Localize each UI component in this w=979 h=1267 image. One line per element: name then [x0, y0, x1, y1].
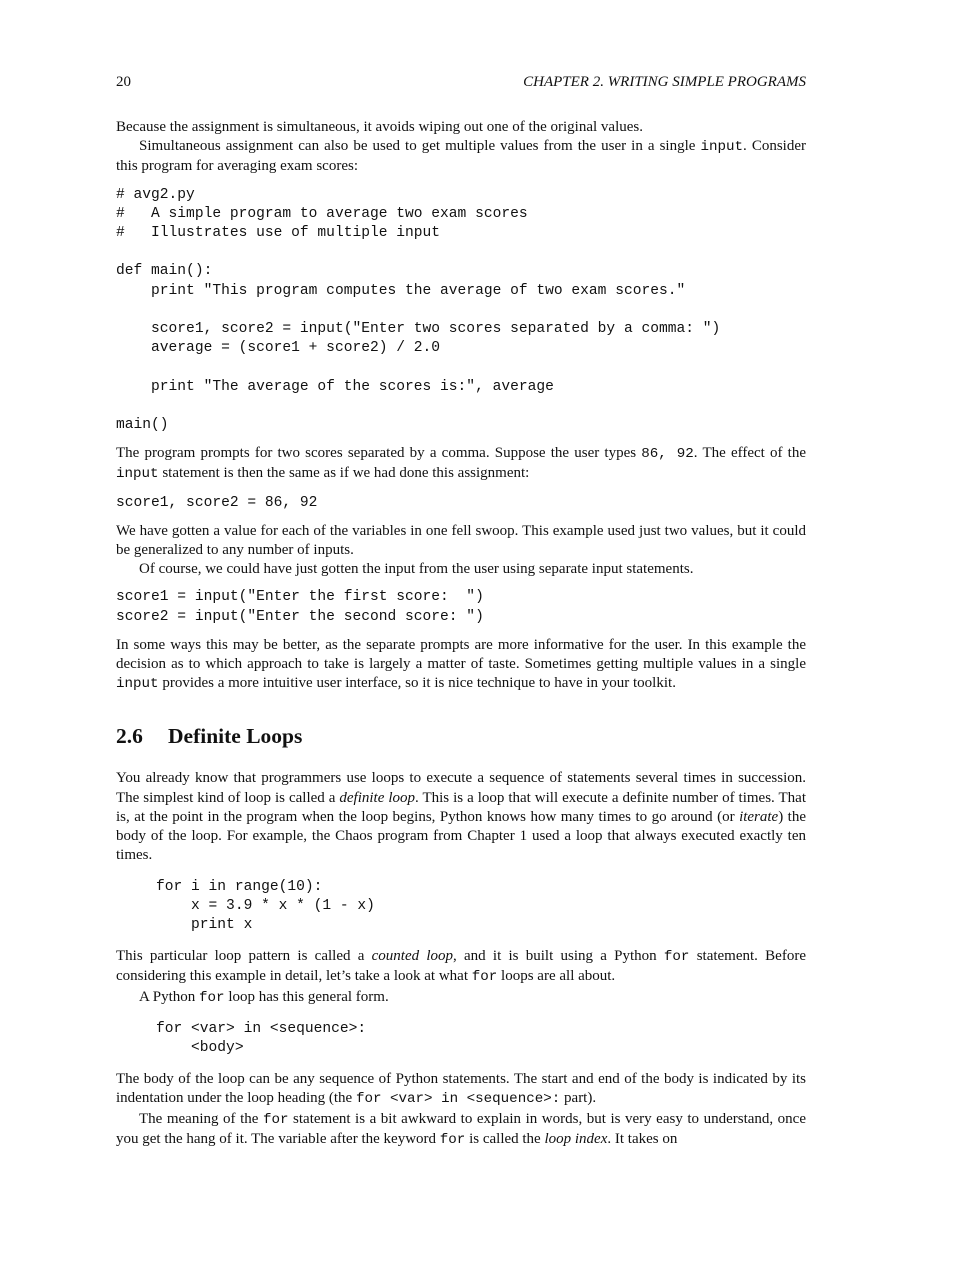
text: This particular loop pattern is called a: [116, 948, 372, 965]
inline-code: input: [116, 466, 159, 483]
code-block-avg2: [116, 186, 806, 436]
code-line: def main():: [116, 263, 213, 280]
paragraph: [116, 769, 806, 865]
chapter-title: CHAPTER 2. WRITING SIMPLE PROGRAMS: [523, 74, 806, 90]
text: Of course, we could have just gotten the input from the user using separate input statements.: [139, 561, 694, 578]
paragraph: [116, 560, 806, 579]
text: . It takes on: [607, 1130, 678, 1147]
paragraph: [116, 1110, 806, 1150]
text: The body of the loop can be any sequence of Python statements. The start and end of the body is indicated by its indentation under the loop heading (the: [116, 1071, 806, 1107]
paragraph: [116, 636, 806, 695]
code-line: score1, score2 = input("Enter two scores separated by a comma: "): [116, 321, 721, 338]
text: Simultaneous assignment can also be used to get multiple values from the user in a single: [139, 138, 701, 155]
text: provides a more intuitive user interface, so it is nice technique to have in your toolkit.: [158, 675, 676, 692]
paragraph: [116, 118, 806, 137]
text: . Consider this program for averaging exam scores:: [116, 138, 806, 175]
paragraph: [116, 988, 806, 1008]
page-number: 20: [116, 74, 131, 90]
paragraph: [116, 137, 806, 176]
text: statement is then the same as if we had done this assignment:: [158, 465, 530, 482]
inline-code: for: [663, 949, 690, 966]
code-line: for i in range(10):: [156, 878, 323, 895]
inline-code: for: [439, 1131, 466, 1148]
code-line: score1 = input("Enter the first score: "): [116, 589, 484, 606]
text: statement is a bit awkward to explain in words, but is very easy to understand, once you get the hang of it. The variable after the keyword: [116, 1110, 806, 1147]
text: . This is a loop that will execute a definite number of times. That is, at the point in the program when the loop begins, Python knows how many times to go around (or: [116, 789, 806, 825]
inline-code: for: [471, 969, 498, 986]
code-line: for <var> in <sequence>:: [156, 1020, 367, 1037]
code-line: # A simple program to average two exam scores: [116, 205, 528, 222]
emphasis: definite loop: [339, 789, 416, 806]
section-title: Definite Loops: [168, 724, 303, 749]
text: , and it is built using a Python: [453, 948, 664, 965]
text: is called the: [465, 1130, 545, 1147]
inline-code: 86, 92: [641, 446, 694, 463]
code-block-chaos-loop: [156, 878, 806, 936]
code-line: <body>: [156, 1039, 244, 1056]
paragraph: [116, 947, 806, 987]
code-block-for-form: [156, 1020, 806, 1058]
code-line: score1, score2 = 86, 92: [116, 494, 318, 511]
emphasis: iterate: [739, 808, 779, 825]
code-line: main(): [116, 417, 169, 434]
paragraph: [116, 444, 806, 484]
inline-code: for <var> in <sequence>:: [355, 1091, 561, 1108]
text: We have gotten a value for each of the variables in one fell swoop. This example used just two values, but it could be generalized to any number of inputs.: [116, 522, 806, 559]
text: part).: [560, 1090, 597, 1107]
text: In some ways this may be better, as the separate prompts are more informative for the user. In this example the decision as to which approach to take is largely a matter of taste. Sometimes getting multiple values in a single: [116, 636, 806, 673]
code-block-assignment: [116, 494, 806, 513]
inline-code: for: [199, 989, 225, 1006]
inline-code: input: [700, 139, 744, 156]
page-body: [116, 118, 806, 1150]
code-line: print "This program computes the average of two exam scores.": [116, 282, 686, 299]
text: statement. Before considering this example in detail, let’s take a look at what: [116, 948, 806, 985]
text: The meaning of the: [139, 1110, 263, 1127]
code-line: print x: [156, 916, 253, 933]
code-line: average = (score1 + score2) / 2.0: [116, 340, 441, 357]
code-line: # Illustrates use of multiple input: [116, 225, 441, 242]
text: You already know that programmers use loops to execute a sequence of statements several times in succession. The simplest kind of loop is called a: [116, 770, 806, 806]
text: loop has this general form.: [224, 988, 389, 1005]
paragraph: [116, 1070, 806, 1109]
section-number: 2.6: [116, 724, 143, 749]
emphasis: loop index: [544, 1130, 608, 1147]
code-line: score2 = input("Enter the second score: "): [116, 608, 484, 625]
text: ) the body of the loop. For example, the Chaos program from Chapter 1 used a loop that always executed exactly ten times.: [116, 808, 806, 864]
code-block-separate-inputs: [116, 588, 806, 626]
text: loops are all about.: [497, 968, 616, 985]
inline-code: input: [116, 676, 159, 693]
code-line: x = 3.9 * x * (1 - x): [156, 897, 375, 914]
text: Because the assignment is simultaneous, it avoids wiping out one of the original values.: [116, 119, 643, 135]
code-line: print "The average of the scores is:", average: [116, 378, 554, 395]
text: . The effect of the: [693, 445, 806, 462]
code-line: # avg2.py: [116, 186, 195, 203]
emphasis: counted loop: [371, 948, 454, 965]
text: The program prompts for two scores separated by a comma. Suppose the user types: [116, 445, 642, 462]
inline-code: for: [262, 1111, 289, 1128]
paragraph: [116, 522, 806, 560]
text: A Python: [139, 988, 200, 1005]
section-heading: [116, 723, 806, 749]
